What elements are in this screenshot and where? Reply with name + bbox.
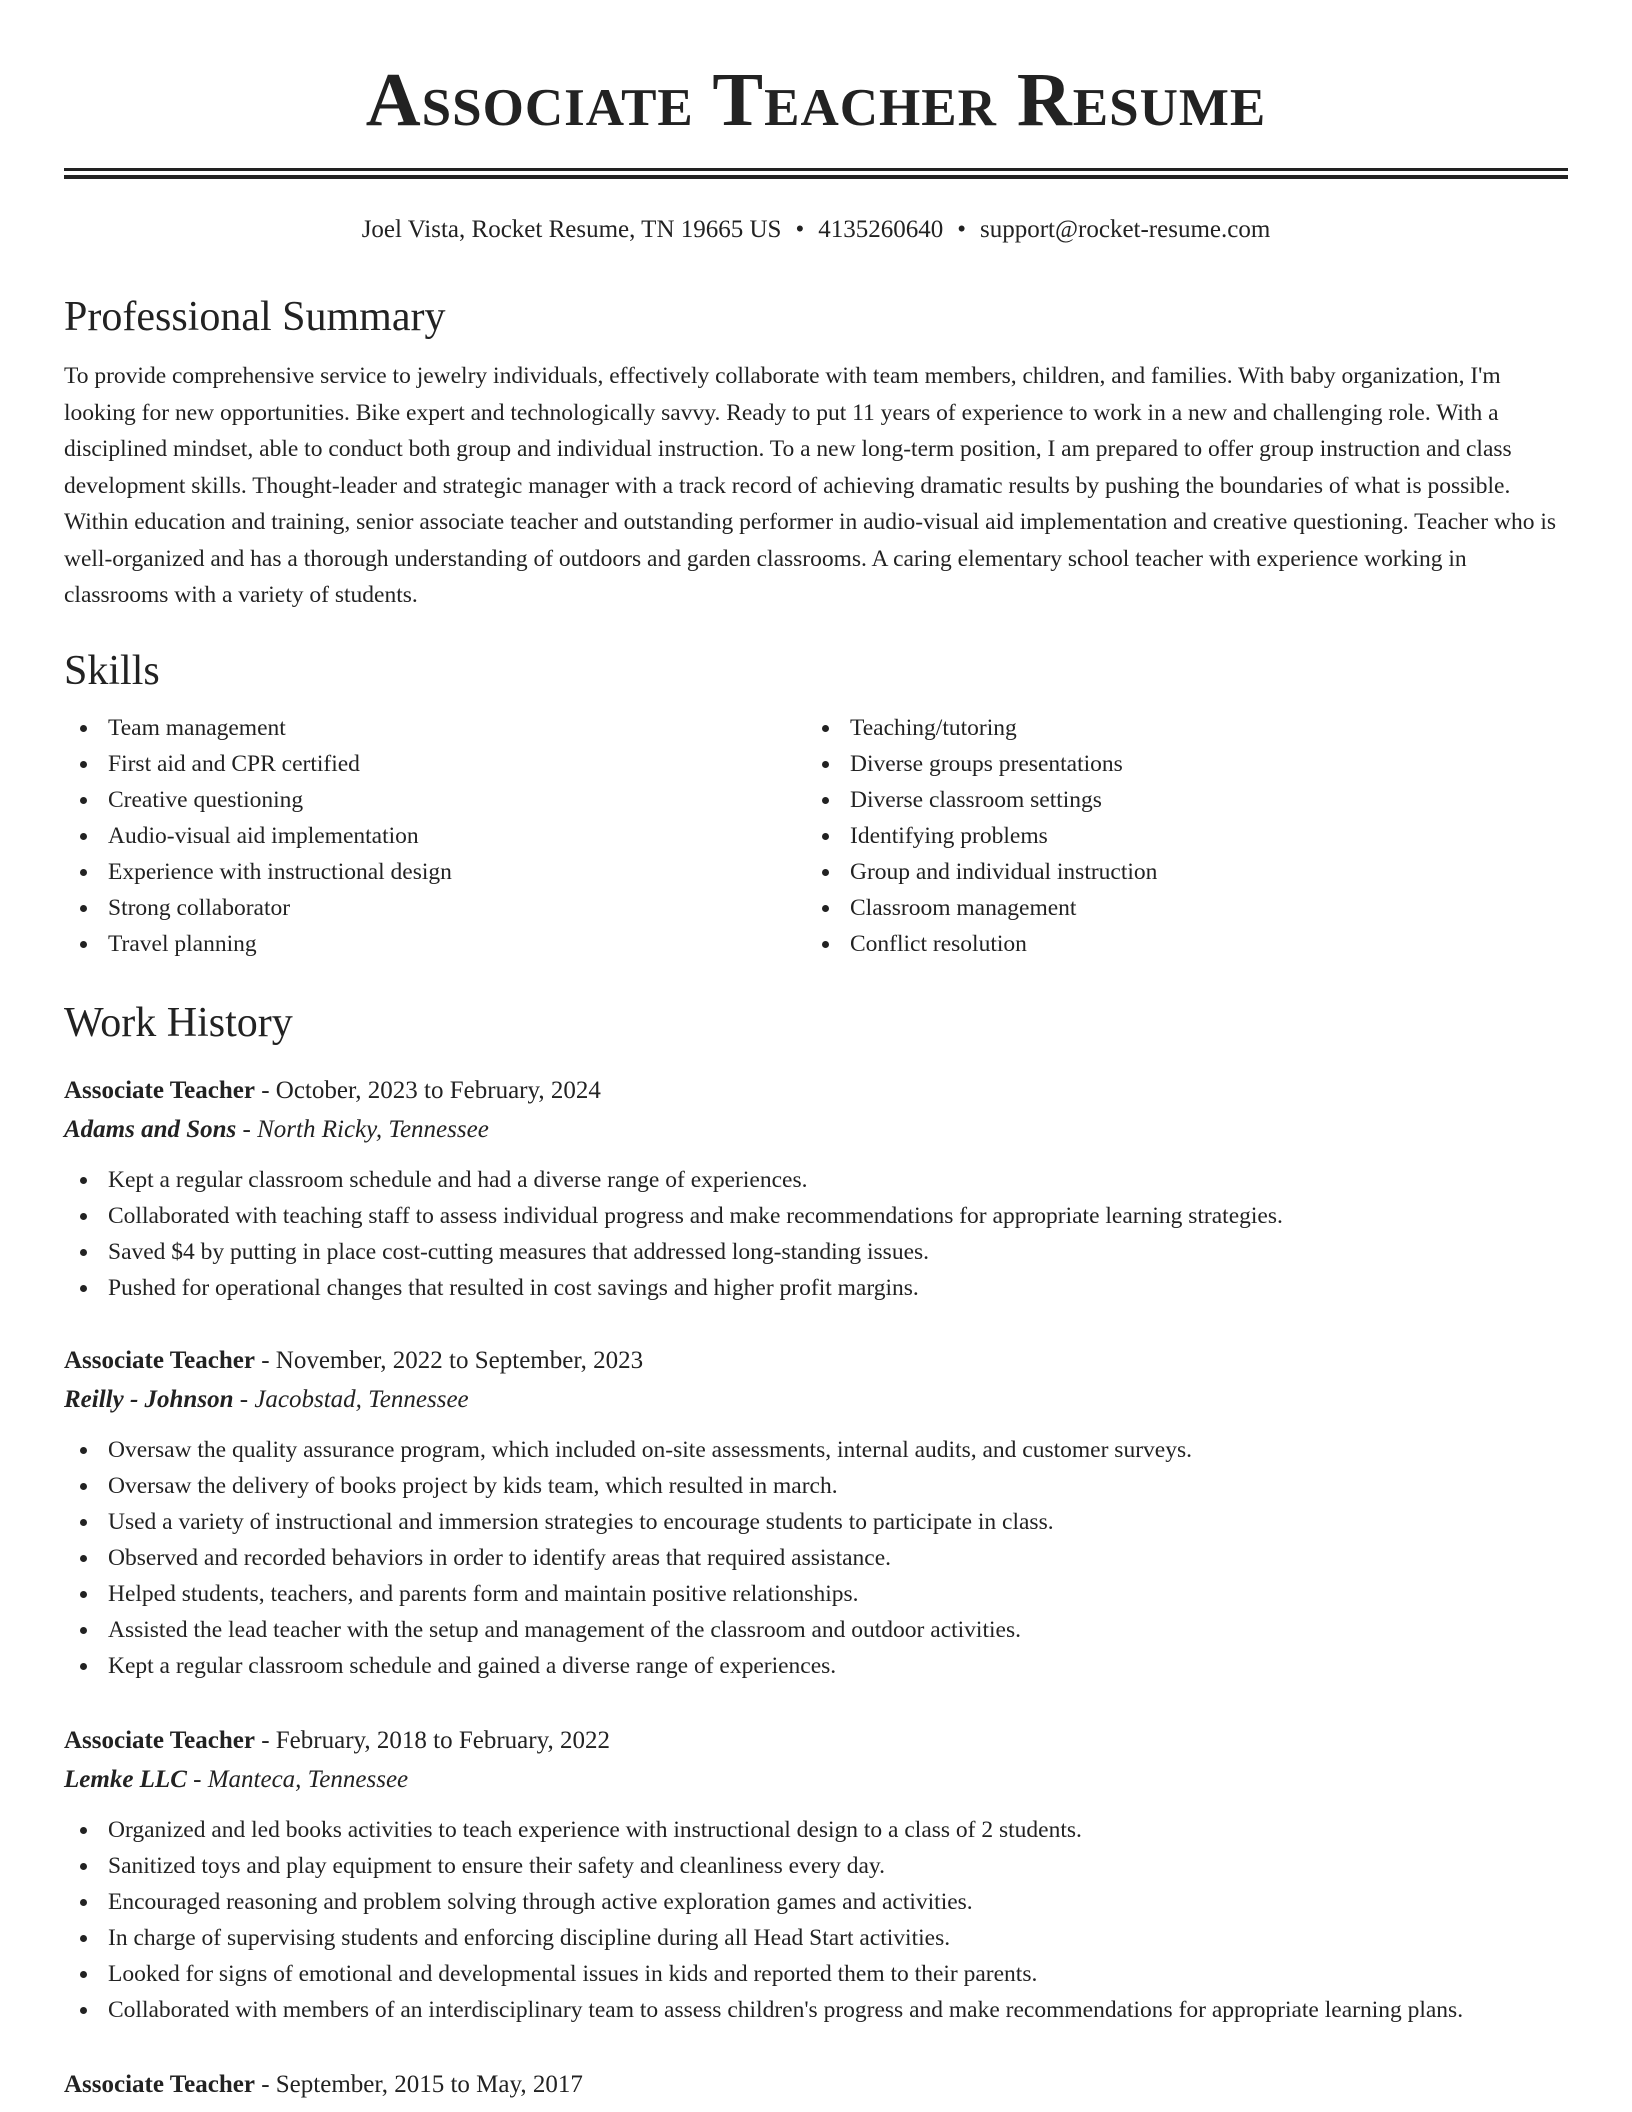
work-history-heading: Work History bbox=[64, 1000, 293, 1046]
job-company: Lemke LLC bbox=[64, 1766, 187, 1793]
contact-phone: 4135260640 bbox=[818, 216, 944, 243]
job-title-line: Associate Teacher - February, 2018 to February, 2022 bbox=[64, 1727, 610, 1754]
job-company-line: Adams and Sons - North Ricky, Tennessee bbox=[64, 1116, 489, 1143]
title-divider-bottom bbox=[64, 175, 1568, 179]
job-bullets bbox=[64, 1432, 1568, 1684]
skill-item: Experience with instructional design bbox=[64, 854, 806, 890]
summary-heading: Professional Summary bbox=[64, 294, 446, 340]
job-bullet: Used a variety of instructional and immersion strategies to encourage students to participate in class. bbox=[64, 1504, 1568, 1540]
job-title: Associate Teacher bbox=[64, 1347, 255, 1374]
job-bullets bbox=[64, 1812, 1568, 2028]
job-dates: September, 2015 to May, 2017 bbox=[275, 2071, 583, 2098]
job-bullet: Oversaw the quality assurance program, which included on-site assessments, internal audits, and customer surveys. bbox=[64, 1432, 1568, 1468]
job-company: Reilly - Johnson bbox=[64, 1386, 234, 1413]
job-dates: November, 2022 to September, 2023 bbox=[275, 1347, 644, 1374]
job-bullet: Pushed for operational changes that resulted in cost savings and higher profit margins. bbox=[64, 1270, 1568, 1306]
skills-list-right bbox=[806, 710, 1548, 962]
job-title: Associate Teacher bbox=[64, 2071, 255, 2098]
contact-separator: • bbox=[795, 216, 805, 243]
job-entry bbox=[64, 1722, 1568, 2028]
job-bullets bbox=[64, 1162, 1568, 1306]
job-location: Jacobstad, Tennessee bbox=[254, 1386, 469, 1413]
contact-separator: • bbox=[957, 216, 966, 243]
job-company-line: Lemke LLC - Manteca, Tennessee bbox=[64, 1766, 409, 1793]
job-bullet: Kept a regular classroom schedule and gained a diverse range of experiences. bbox=[64, 1648, 1568, 1684]
job-bullet: Collaborated with teaching staff to assess individual progress and make recommendations for appropriate learning strategies. bbox=[64, 1198, 1568, 1234]
job-entry bbox=[64, 1072, 1568, 1306]
job-bullet: Collaborated with members of an interdisciplinary team to assess children's progress and make recommendations for appropriate learning plans. bbox=[64, 1992, 1568, 2028]
contact-line bbox=[0, 214, 1632, 246]
job-location: Manteca, Tennessee bbox=[207, 1766, 409, 1793]
job-title-line: Associate Teacher - October, 2023 to February, 2024 bbox=[64, 1077, 601, 1104]
summary-text: To provide comprehensive service to jewelry individuals, effectively collaborate with team members, children, and families. With baby organization, I'm looking for new opportunities. Bike expert and technologically savvy. Ready to put 11 years of experience to work in a new and challenging role. With a disciplined mindset, able to conduct both group and individual instruction. To a new long-term position, I am prepared to offer group instruction and class development skills. Thought-leader and strategic manager with a track record of achieving dramatic results by pushing the boundaries of what is possible. Within education and training, senior associate teacher and outstanding performer in audio-visual aid implementation and creative questioning. Teacher who is well-organized and has a thorough understanding of outdoors and garden classrooms. A caring elementary school teacher with experience working in classrooms with a variety of students. bbox=[64, 363, 1557, 608]
job-bullet: In charge of supervising students and enforcing discipline during all Head Start activities. bbox=[64, 1920, 1568, 1956]
contact-email: support@rocket-resume.com bbox=[980, 216, 1271, 243]
skills-list-left bbox=[64, 710, 806, 962]
skills-section bbox=[64, 646, 1568, 962]
skills-columns bbox=[64, 710, 1568, 962]
job-bullet: Encouraged reasoning and problem solving through active exploration games and activities. bbox=[64, 1884, 1568, 1920]
work-history-section bbox=[64, 998, 1568, 1048]
job-title: Associate Teacher bbox=[64, 1077, 255, 1104]
skill-item: Identifying problems bbox=[806, 818, 1548, 854]
contact-address: Joel Vista, Rocket Resume, TN 19665 US bbox=[361, 216, 782, 243]
job-bullet: Kept a regular classroom schedule and had a diverse range of experiences. bbox=[64, 1162, 1568, 1198]
job-bullet: Saved $4 by putting in place cost-cutting measures that addressed long-standing issues. bbox=[64, 1234, 1568, 1270]
job-bullet: Organized and led books activities to teach experience with instructional design to a class of 2 students. bbox=[64, 1812, 1568, 1848]
resume-title: Associate Teacher Resume bbox=[365, 58, 1267, 142]
job-bullet: Observed and recorded behaviors in order to identify areas that required assistance. bbox=[64, 1540, 1568, 1576]
job-entry bbox=[64, 2066, 1568, 2104]
skill-item: Diverse groups presentations bbox=[806, 746, 1548, 782]
job-entry bbox=[64, 1342, 1568, 1684]
skill-item: Creative questioning bbox=[64, 782, 806, 818]
skill-item: Travel planning bbox=[64, 926, 806, 962]
job-company: Adams and Sons bbox=[64, 1116, 237, 1143]
skill-item: Diverse classroom settings bbox=[806, 782, 1548, 818]
job-dates: February, 2018 to February, 2022 bbox=[275, 1727, 610, 1754]
job-bullet: Sanitized toys and play equipment to ensure their safety and cleanliness every day. bbox=[64, 1848, 1568, 1884]
skill-item: Conflict resolution bbox=[806, 926, 1548, 962]
skill-item: Classroom management bbox=[806, 890, 1548, 926]
job-title: Associate Teacher bbox=[64, 1727, 255, 1754]
summary-section bbox=[64, 292, 1568, 614]
job-dates: October, 2023 to February, 2024 bbox=[275, 1077, 601, 1104]
title-divider-top bbox=[64, 168, 1568, 171]
job-title-line: Associate Teacher - November, 2022 to September, 2023 bbox=[64, 1347, 644, 1374]
skill-item: Group and individual instruction bbox=[806, 854, 1548, 890]
job-title-line: Associate Teacher - September, 2015 to May, 2017 bbox=[64, 2071, 583, 2098]
job-bullet: Assisted the lead teacher with the setup and management of the classroom and outdoor activities. bbox=[64, 1612, 1568, 1648]
job-bullet: Oversaw the delivery of books project by kids team, which resulted in march. bbox=[64, 1468, 1568, 1504]
skill-item: Strong collaborator bbox=[64, 890, 806, 926]
job-bullet: Helped students, teachers, and parents form and maintain positive relationships. bbox=[64, 1576, 1568, 1612]
skill-item: First aid and CPR certified bbox=[64, 746, 806, 782]
skills-heading: Skills bbox=[64, 648, 160, 694]
job-location: North Ricky, Tennessee bbox=[257, 1116, 489, 1143]
job-bullet: Looked for signs of emotional and developmental issues in kids and reported them to their parents. bbox=[64, 1956, 1568, 1992]
job-company-line: Reilly - Johnson - Jacobstad, Tennessee bbox=[64, 1386, 469, 1413]
skill-item: Teaching/tutoring bbox=[806, 710, 1548, 746]
skill-item: Audio-visual aid implementation bbox=[64, 818, 806, 854]
skill-item: Team management bbox=[64, 710, 806, 746]
